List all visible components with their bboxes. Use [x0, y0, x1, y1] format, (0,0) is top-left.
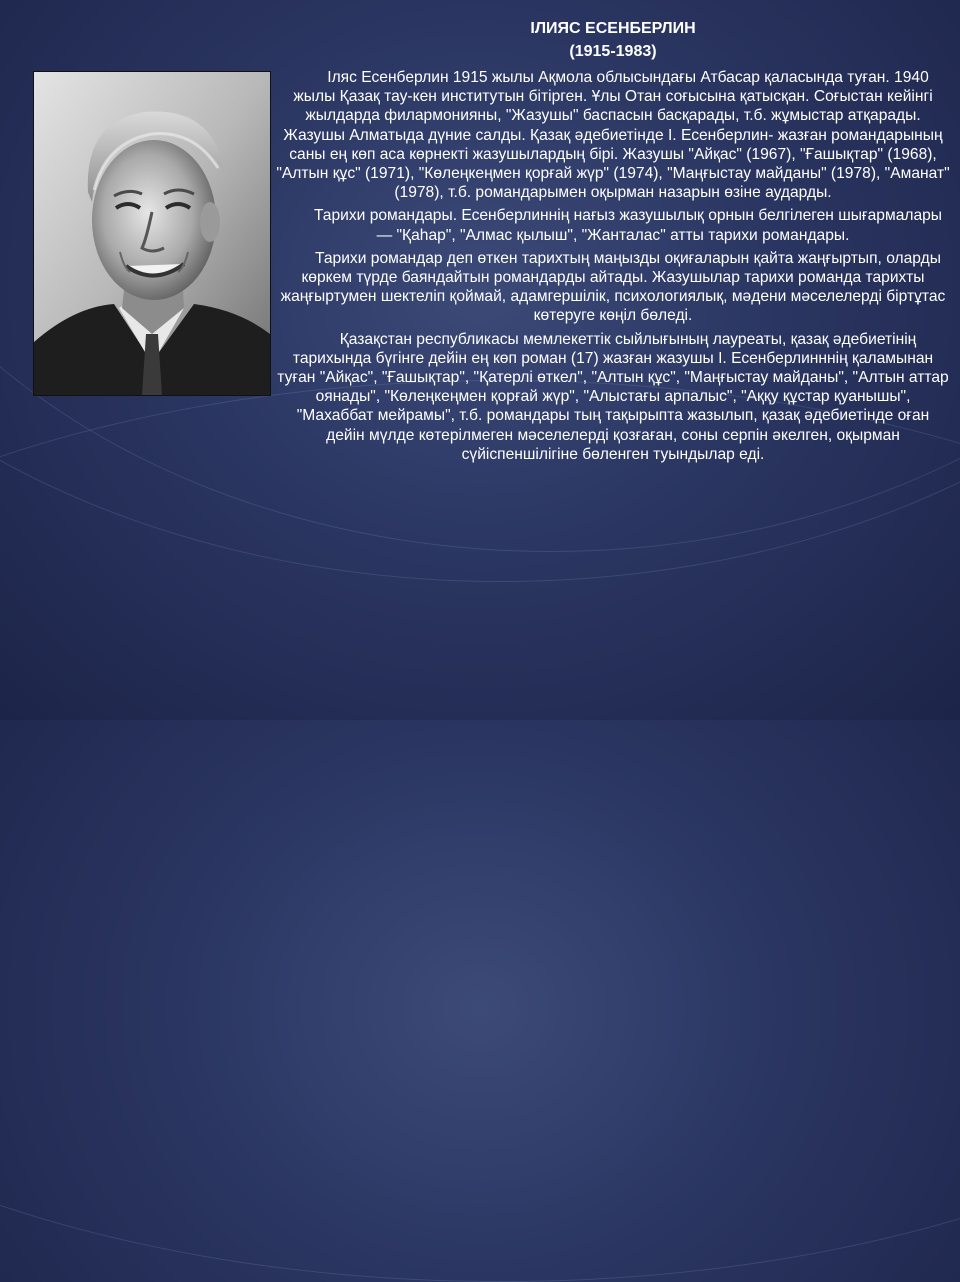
laureate-paragraph [276, 330, 950, 464]
portrait-photo-icon [34, 72, 270, 395]
slide-title: ІЛИЯС ЕСЕНБЕРЛИН [530, 20, 696, 37]
historical-novel-definition-paragraph [276, 249, 950, 326]
background-arc [0, 380, 960, 1282]
paragraph-text: Тарихи романдары. Есенберлиннің нағыз жазушылық орнын белгілеген шығармалары — "Қаһар", "Алмас қылыш", "Жанталас" атты тарихи романдары. [313, 207, 943, 244]
paragraph-text: Қазақстан республикасы мемлекеттік сыйлығының лауреаты, қазақ әдебиетінің тарихында бүгінге дейін ең көп роман (17) жазған жазушы І. Есенберлинннің қаламынан туған "Айқас", "Ғашықтар", "Қатерлі өткел", "Алтын құс", "Маңғыстау майданы", "Алтын аттар оянады", "Көлеңкеңмен қорғай жүр", "Алыстағы арпалыс", "Аққу құстар қуанышы", "Махаббат мейрамы", т.б. романдары тың тақырыпта жазылып, қазақ әдебиетінде оған дейін мүлде көтерілмеген мәселелерді қозғаған, соны серпін әкелген, оқырман сүйіспеншілігіне бөленген туындылар еді. [277, 330, 949, 463]
paragraph-text: Тарихи романдар деп өткен тарихтың маңызды оқиғаларын қайта жаңғыртып, оларды көркем түрде баяндайтын романдарды айтады. Жазушылар тарихи романда тарихты жаңғыртумен шектеліп қоймай, адамгершілік, психологиялық, мәдени мәселелерді біртұтас көтеруге көңіл бөледі. [280, 249, 946, 325]
biography-text-block [276, 18, 950, 468]
author-portrait-photo [34, 72, 270, 395]
historical-novels-paragraph [276, 206, 950, 244]
paragraph-text: Іляс Есенберлин 1915 жылы Ақмола облысындағы Атбасар қаласында туған. 1940 жылы Қазақ тау-кен институтын бітірген. Ұлы Отан соғысына қатысқан. Соғыстан кейінгі жылдарда филармонияны, "Жазушы" баспасын басқарады, т.б. жұмыстар атқарады. Жазушы Алматыда дүние салды. Қазақ әдебиетінде І. Есенберлин- жазған романдарының саны ең көп аса көрнекті жазушылардың бірі. Жазушы "Айқас" (1967), "Ғашықтар" (1968), "Алтын құс" (1971), "Көлеңкеңмен қорғай жүр" (1974), "Маңғыстау майданы" (1978), "Аманат" (1978), т.б. романдарымен оқырман назарын өзіне аударды. [276, 69, 950, 202]
slide-years: (1915-1983) [569, 43, 657, 60]
biography-paragraph [276, 68, 950, 202]
